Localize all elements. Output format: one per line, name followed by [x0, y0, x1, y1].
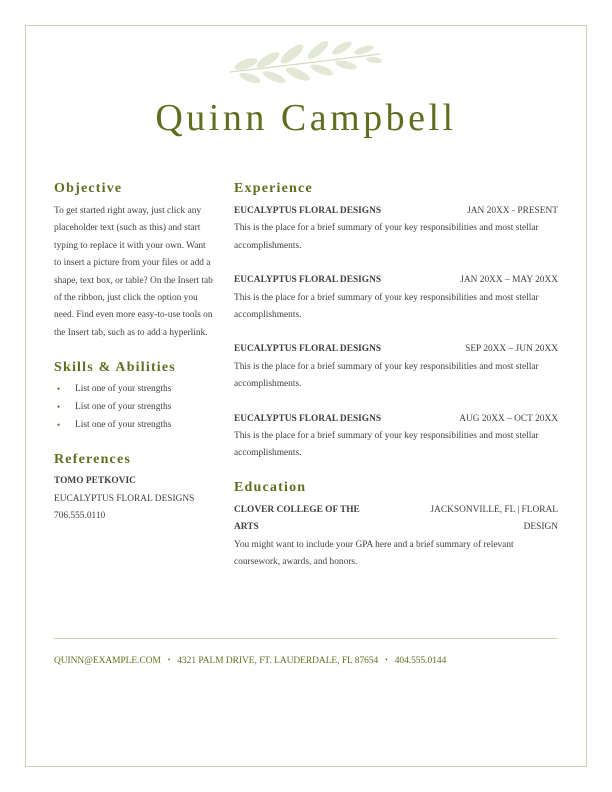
reference-company: EUCALYPTUS FLORAL DESIGNS: [54, 493, 195, 504]
job-company: EUCALYPTUS FLORAL DESIGNS: [234, 206, 382, 216]
job-dates: JAN 20XX – MAY 20XX: [460, 275, 558, 286]
bullet-icon: •: [57, 384, 61, 395]
job-company: EUCALYPTUS FLORAL DESIGNS: [234, 413, 382, 424]
bullet-icon: •: [57, 420, 61, 431]
education-location: JACKSONVILLE, FL | FLORAL DESIGN: [430, 504, 558, 533]
list-item: [54, 398, 214, 416]
skill-text: List one of your strengths: [75, 384, 172, 395]
job-entry: [234, 203, 558, 255]
education-description: You might want to include your GPA here and a brief summary of relevant coursework, awards, and honors.: [234, 539, 514, 568]
separator-icon: •: [385, 656, 388, 664]
left-column: [54, 181, 214, 525]
education-school: CLOVER COLLEGE OF THE ARTS: [234, 504, 360, 533]
job-dates: AUG 20XX – OCT 20XX: [459, 413, 558, 424]
skills-list: [54, 380, 214, 434]
objective-heading: Objective: [54, 181, 123, 196]
bullet-icon: •: [57, 402, 61, 413]
right-column: [234, 181, 558, 572]
separator-icon: •: [167, 656, 171, 664]
contact-address: 4321 PALM DRIVE, FT. LAUDERDALE, FL 87654: [177, 656, 379, 666]
footer-divider: [54, 638, 558, 639]
contact-email[interactable]: QUINN@EXAMPLE.COM: [54, 656, 161, 666]
job-dates: SEP 20XX – JUN 20XX: [465, 344, 558, 355]
job-entry: [234, 411, 558, 463]
resume-name: Quinn Campbell: [155, 97, 457, 139]
skill-text: List one of your strengths: [75, 402, 172, 413]
job-description: This is the place for a brief summary of your key responsibilities and most stellar accomplishments.: [234, 361, 539, 390]
job-description: This is the place for a brief summary of your key responsibilities and most stellar accomplishments.: [234, 292, 539, 321]
experience-heading: Experience: [234, 181, 313, 196]
job-company: EUCALYPTUS FLORAL DESIGNS: [234, 275, 382, 286]
job-description: This is the place for a brief summary of your key responsibilities and most stellar accomplishments.: [234, 431, 539, 459]
contact-phone: 404.555.0144: [394, 656, 447, 666]
education-heading: Education: [234, 479, 307, 495]
skill-text: List one of your strengths: [75, 420, 172, 431]
skills-heading: Skills & Abilities: [54, 360, 176, 376]
reference-name: TOMO PETKOVIC: [54, 476, 136, 487]
job-dates: JAN 20XX - PRESENT: [467, 206, 558, 216]
job-entry: [234, 272, 558, 324]
list-item: [54, 416, 214, 434]
list-item: [54, 380, 214, 398]
references-heading: References: [54, 452, 132, 468]
job-entry: [234, 341, 558, 393]
contact-footer: [54, 656, 446, 666]
job-description: This is the place for a brief summary of your key responsibilities and most stellar accomplishments.: [234, 223, 539, 251]
job-company: EUCALYPTUS FLORAL DESIGNS: [234, 344, 382, 355]
eucalyptus-leaf-icon: [224, 38, 388, 94]
objective-text: To get started right away, just click any placeholder text (such as this) and start typing to replace it with your own. Want to insert a picture from your files or add a shape, text box, or table? On the Insert tab of the ribbon, just click the option you need. Find even more easy-to-use tools on the Insert tab, such as to add a hyperlink.: [54, 206, 213, 338]
reference-phone: 706.555.0110: [54, 511, 106, 522]
